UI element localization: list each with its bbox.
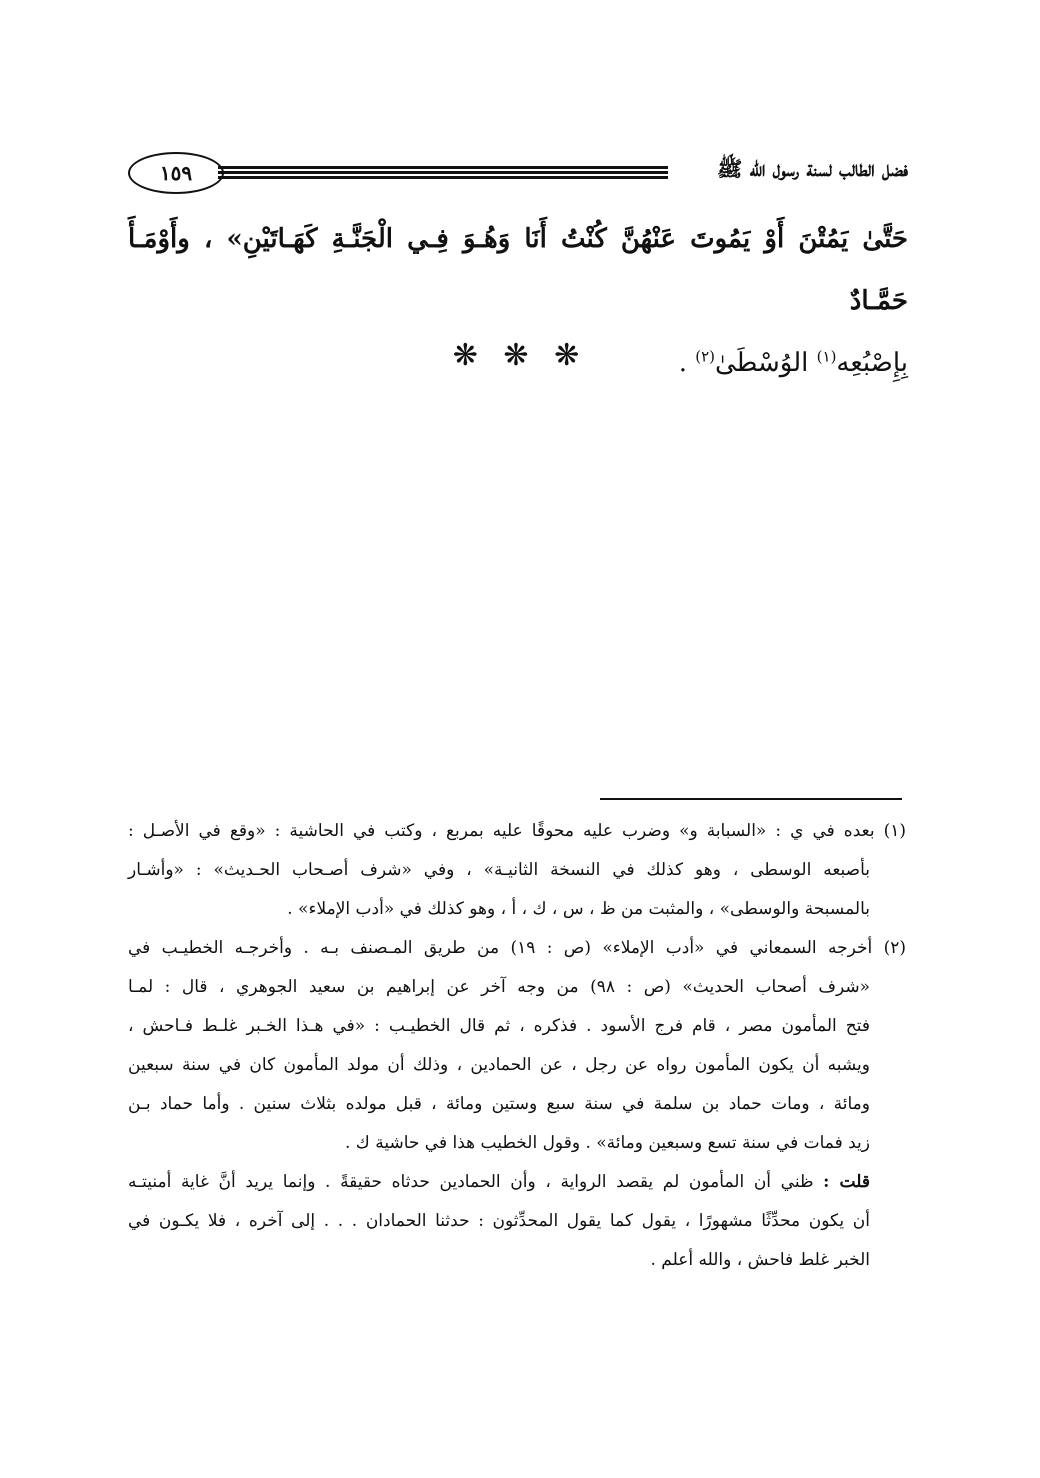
footnote-2	[128, 929, 906, 1280]
footnote-line: زيد فمات في سنة تسع وسبعين ومائة» . وقول الخطيب هذا في حاشية ك .	[345, 1133, 870, 1153]
running-title: فضل الطالب لسنة رسول الله ﷺ	[717, 156, 908, 181]
header-rule-line	[218, 166, 668, 169]
note-label: قلت :	[823, 1172, 870, 1192]
footnote-ref[interactable]: (٢)	[695, 347, 715, 366]
footnote-line: بالمسبحة والوسطى» ، والمثبت من ظ ، س ، ك ، أ ، وهو كذلك في «أدب الإملاء» .	[287, 899, 870, 919]
page-number: ١٥٩	[128, 152, 224, 194]
footnotes	[128, 812, 906, 1280]
footnote-line: ومائة ، ومات حماد بن سلمة في سنة سبع وستين ومائة ، قبل مولده بثلاث سنين . وأما حماد بـن	[128, 1094, 870, 1114]
page-header	[128, 150, 908, 198]
footnote-line: (٢) أخرجه السمعاني في «أدب الإملاء» (ص : ١٩) من طريق المـصنف بـه . وأخرجـه الخطيـب في	[128, 938, 906, 958]
main-text-fragment: الوُسْطَىٰ	[715, 348, 817, 378]
note-text: ظني أن المأمون لم يقصد الرواية ، وأن الحمادين حدثاه حقيقةً . وإنما يريد أنَّ غاية أمنيتـه	[128, 1172, 824, 1192]
footnote-line: ويشبه أن يكون المأمون رواه عن رجل ، عن الحمادين ، وذلك أن مولد المأمون كان في سنة سبعين	[128, 1055, 870, 1075]
header-rule-line	[218, 171, 668, 174]
footnote-line: (١) بعده في ي : «السبابة و» وضرب عليه محوقًا عليه بمربع ، وكتب في الحاشية : «وقع في الأصـل :	[128, 821, 906, 841]
main-text-fragment: .	[678, 348, 696, 378]
footnote-line: «شرف أصحاب الحديث» (ص : ٩٨) من وجه آخر عن إبراهيم بن سعيد الجوهري ، قال : لمـا	[128, 977, 870, 997]
footnote-line: أن يكون محدِّثًا مشهورًا ، يقول كما يقول المحدِّثون : حدثنا الحمادان . . . إلى آخره ، فلا يكـون في	[128, 1211, 870, 1231]
footnote-rule	[600, 798, 902, 800]
header-rule	[218, 166, 668, 180]
main-text-fragment: بِإِصْبُعِه	[836, 348, 908, 378]
footnote-line: بأصبعه الوسطى ، وهو كذلك في النسخة الثانيـة» ، وفي «شرف أصـحاب الحـديث» : «وأشـار	[128, 860, 870, 880]
section-separator: ❋ ❋ ❋	[452, 338, 588, 373]
header-rule-line	[218, 176, 668, 179]
main-text-line: حَتَّىٰ يَمُتْنَ أَوْ يَمُوتَ عَنْهُنَّ كُنْتُ أَنَا وَهُـوَ فِـي الْجَنَّـةِ كَهَـاتَيْنِ» ، وأَوْمَـأَ حَمَّـادٌ	[128, 224, 908, 316]
footnote-line: الخبر غلط فاحش ، والله أعلم .	[650, 1250, 870, 1270]
footnote-1	[128, 812, 906, 929]
footnote-line: فتح المأمون مصر ، قام فرج الأسود . فذكره ، ثم قال الخطيـب : «في هـذا الخـبر غلـط فـاحش ،	[128, 1016, 870, 1036]
footnote-line	[128, 1163, 906, 1202]
footnote-ref[interactable]: (١)	[816, 347, 837, 366]
